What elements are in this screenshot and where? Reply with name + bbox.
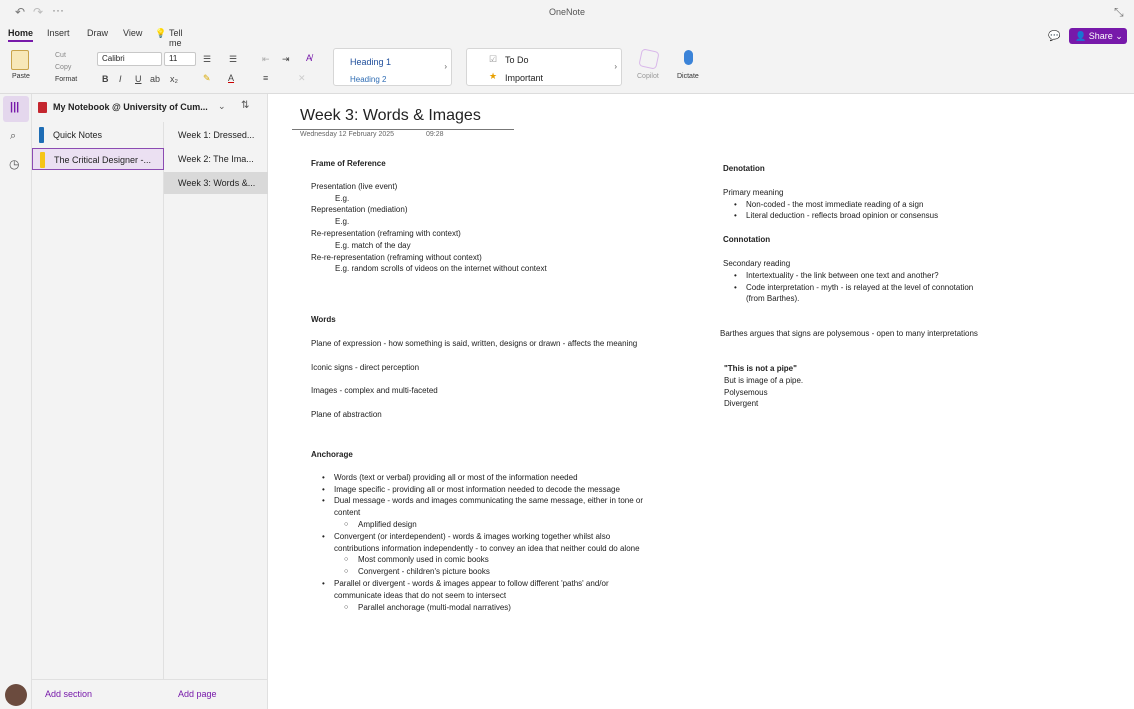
add-page-button[interactable]: Add page (178, 689, 217, 699)
list-item: • Dual message - words and images communicating the same message, either in tone or (311, 495, 643, 507)
section-item-critical-designer[interactable] (32, 148, 164, 170)
style-heading-2[interactable]: Heading 2 (350, 75, 387, 84)
denotation-block[interactable] (723, 163, 973, 305)
text-line: Polysemous (724, 387, 768, 397)
section-heading: Connotation (723, 235, 771, 245)
list-item-continuation: contributions information independently - to convey an idea that neither could do alone (334, 543, 640, 553)
section-heading: Denotation (723, 164, 765, 173)
text-line: Divergent (724, 399, 759, 409)
title-bar (0, 0, 1134, 26)
ribbon (0, 26, 1134, 94)
title-underline (292, 129, 514, 130)
subscript-icon[interactable]: x₂ (170, 74, 178, 84)
list-item-continuation: (from Barthes). (746, 294, 800, 304)
text-line: Re-representation (reframing with context) (311, 228, 461, 238)
text-line: E.g. (335, 193, 350, 203)
tags-more-icon[interactable]: › (614, 62, 617, 71)
text-line: E.g. (335, 217, 350, 227)
tag-important[interactable]: Important (505, 73, 544, 83)
styles-more-icon[interactable]: › (444, 62, 447, 71)
bullets-icon[interactable]: ☰ (203, 54, 212, 64)
note-canvas[interactable] (269, 94, 1134, 709)
section-color-tab (39, 127, 44, 143)
underline-icon[interactable]: U (135, 74, 142, 84)
styles-gallery[interactable] (333, 48, 452, 86)
share-person-icon: 👤 (1075, 31, 1089, 41)
text-line: Plane of expression - how something is said, written, designs or drawn - affects the meaning (311, 338, 638, 348)
text-line: Re-re-representation (reframing without context) (311, 252, 482, 262)
style-heading-1[interactable]: Heading 1 (350, 57, 392, 67)
redo-icon[interactable]: ↷ (33, 5, 44, 19)
sub-list-item: ○ Most commonly used in comic books (311, 554, 643, 566)
list-item: • Intertextuality - the link between one text and another? (723, 270, 973, 282)
text-line: E.g. match of the day (335, 240, 411, 250)
text-line: Iconic signs - direct perception (311, 362, 420, 372)
text-line: Primary meaning (723, 187, 784, 197)
notebooks-icon: ||| (10, 101, 20, 113)
page-date: Wednesday 12 February 2025 (300, 131, 395, 138)
share-label: Share (1088, 31, 1113, 41)
align-icon[interactable]: ≡ (263, 73, 269, 83)
search-icon[interactable]: ⌕ (10, 130, 17, 142)
navigation-pane (32, 94, 268, 709)
star-icon: ★ (489, 71, 498, 81)
strikethrough-icon[interactable]: ab (150, 74, 161, 84)
decrease-indent-icon[interactable]: ⇤ (262, 54, 270, 64)
nav-divider (32, 679, 268, 680)
tab-draw[interactable]: Draw (87, 28, 109, 38)
italic-icon[interactable]: I (119, 74, 122, 84)
dictate-label[interactable]: Dictate (677, 73, 699, 80)
list-item: • Code interpretation - myth - is relayed at the level of connotation (723, 282, 973, 294)
section-heading: Frame of Reference (311, 159, 386, 168)
section-heading: Anchorage (311, 450, 353, 459)
text-line: Representation (mediation) (311, 205, 408, 215)
text-line: Images - complex and multi-faceted (311, 386, 438, 396)
page-list (164, 122, 268, 679)
text-line: E.g. random scrolls of videos on the internet without context (335, 264, 547, 274)
sub-list-item: ○ Parallel anchorage (multi-modal narratives) (311, 602, 643, 614)
frame-of-reference-block[interactable] (311, 158, 547, 275)
restore-window-icon[interactable]: ⤡ (1114, 5, 1124, 19)
list-item: • Non-coded - the most immediate reading of a sign (723, 199, 973, 211)
tab-view[interactable]: View (123, 28, 143, 38)
text-line: Plane of abstraction (311, 410, 382, 420)
anchorage-block[interactable] (311, 449, 643, 613)
comments-icon[interactable]: 💬 (1048, 31, 1061, 42)
cut-button[interactable]: Cut (55, 52, 66, 59)
font-color-icon[interactable]: A (228, 73, 235, 83)
notebooks-button[interactable] (3, 96, 29, 122)
notebook-title[interactable]: My Notebook @ University of Cum... (53, 102, 208, 112)
format-painter-button[interactable]: Format (55, 76, 78, 83)
undo-icon[interactable]: ↶ (15, 5, 26, 19)
list-item-continuation: content (334, 508, 361, 518)
tab-tell-me[interactable]: Tell me (169, 28, 183, 48)
chevron-down-icon[interactable]: ⌄ (218, 101, 226, 111)
barthes-text[interactable]: Barthes argues that signs are polysemous - open to many interpretations (720, 329, 978, 338)
sub-list-item: ○ Amplified design (311, 519, 643, 531)
app-sidebar (0, 94, 32, 709)
section-item-quick-notes[interactable] (32, 124, 164, 146)
section-label: The Critical Designer -... (54, 155, 152, 165)
text-line: But is image of a pipe. (724, 375, 804, 385)
section-list (32, 122, 164, 679)
section-heading: Words (311, 315, 336, 324)
paste-label[interactable]: Paste (12, 73, 30, 80)
increase-indent-icon[interactable]: ⇥ (282, 54, 290, 64)
list-item: • Parallel or divergent - words & images appear to follow different 'paths' and/or (311, 578, 643, 590)
avatar[interactable] (5, 684, 27, 706)
list-item-continuation: communicate ideas that do not seem to intersect (334, 590, 507, 600)
notebook-icon (38, 102, 47, 113)
copy-button[interactable]: Copy (55, 64, 72, 71)
list-item: • Image specific - providing all or most information needed to decode the message (311, 484, 643, 496)
more-icon[interactable]: ··· (52, 3, 64, 17)
tab-home[interactable]: Home (8, 28, 34, 38)
tag-to-do[interactable]: To Do (505, 55, 529, 65)
microphone-icon[interactable] (684, 50, 693, 65)
tab-insert[interactable]: Insert (47, 28, 70, 38)
copilot-icon[interactable] (638, 48, 659, 69)
list-item: • Literal deduction - reflects broad opinion or consensus (723, 210, 973, 222)
text-line: Presentation (live event) (311, 181, 398, 191)
recent-icon[interactable]: ◷ (9, 157, 20, 171)
numbering-icon[interactable]: ☰ (229, 54, 238, 64)
text-line: Secondary reading (723, 258, 791, 268)
lightbulb-icon: 💡 (155, 28, 167, 38)
page-item-week-1[interactable]: Week 1: Dressed... (178, 130, 255, 140)
checkbox-icon: ☑ (489, 54, 498, 64)
add-section-button[interactable]: Add section (45, 689, 93, 699)
paste-icon[interactable] (11, 50, 29, 70)
clear-formatting-icon[interactable]: A̸ (306, 53, 313, 63)
list-item: • Convergent (or interdependent) - words & images working together whilst also (311, 531, 643, 543)
pipe-block[interactable] (724, 363, 803, 410)
sort-icon[interactable]: ⇅ (241, 100, 250, 111)
font-size-dropdown[interactable]: 11 (164, 52, 196, 66)
share-button[interactable]: 👤 Share ⌄ (1069, 28, 1127, 44)
section-color-tab (40, 152, 45, 168)
section-heading: "This is not a pipe" (724, 364, 797, 373)
bold-icon[interactable]: B (102, 74, 109, 84)
list-item: • Words (text or verbal) providing all or most of the information needed (311, 472, 643, 484)
words-block[interactable] (311, 314, 637, 421)
page-item-week-2[interactable]: Week 2: The Ima... (178, 154, 254, 164)
copilot-label[interactable]: Copilot (637, 73, 659, 80)
page-item-week-3[interactable]: Week 3: Words &... (164, 172, 268, 194)
tags-gallery[interactable] (466, 48, 622, 86)
highlight-icon[interactable]: ✎ (203, 73, 211, 83)
clear-format-disabled-icon: ✕ (298, 73, 306, 83)
section-label: Quick Notes (53, 130, 103, 140)
app-title: OneNote (548, 7, 586, 17)
font-name-dropdown[interactable]: Calibri (97, 52, 162, 66)
sub-list-item: ○ Convergent - children's picture books (311, 566, 643, 578)
page-time: 09:28 (426, 131, 444, 138)
page-title[interactable]: Week 3: Words & Images (300, 107, 481, 124)
